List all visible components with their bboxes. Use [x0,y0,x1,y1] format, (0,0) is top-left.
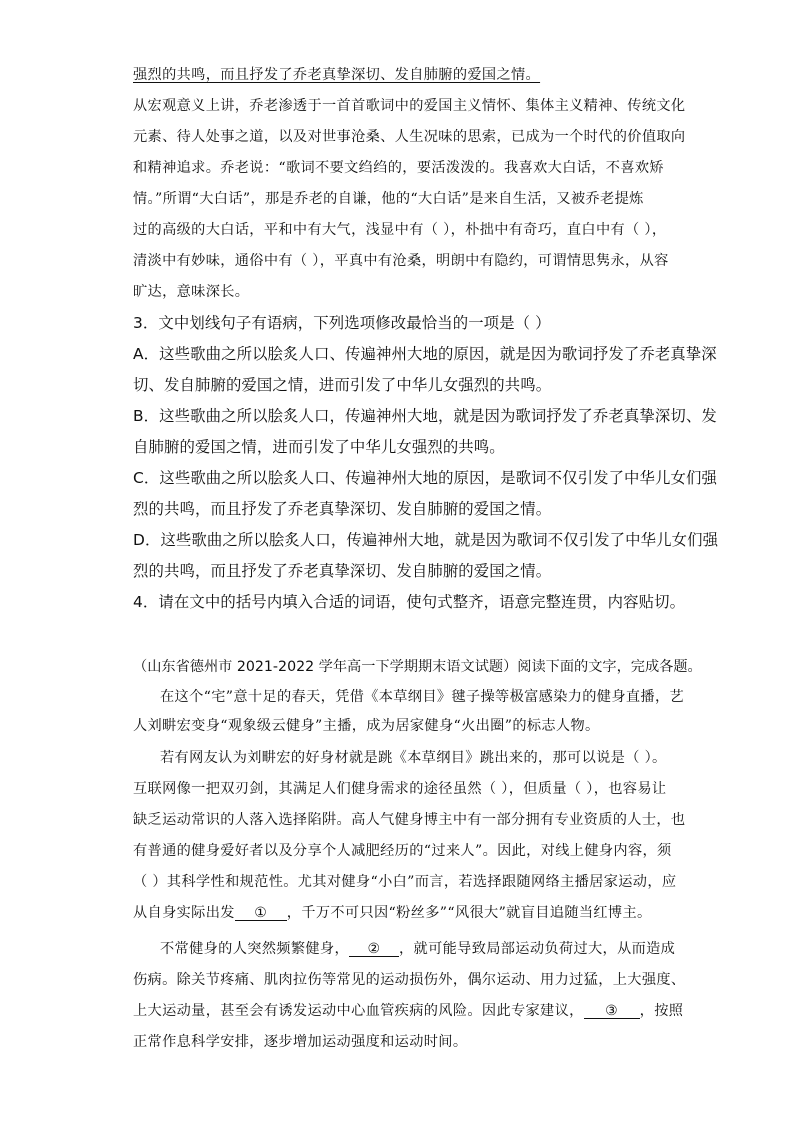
paragraph-1: 在这个“宅”意十足的春天，凭借《本草纲目》毽子操等极富感染力的健身直播，艺 [160,689,685,705]
text-before-blank-2: 不常健身的人突然频繁健身， [160,941,349,957]
underlined-sentence: 强烈的共鸣，而且抒发了乔老真挚深切、发自肺腑的爱国之情。 [133,67,541,83]
option-c-cont: 烈的共鸣，而且抒发了乔老真挚深切、发自肺腑的爱国之情。 [133,500,552,518]
passage-line: 清淡中有妙味，通俗中有（ ），平真中有沧桑，明朗中有隐约，可谓情思隽永，从容 [133,253,669,269]
text-after-blank-3: ，按照 [639,1003,684,1019]
paragraph-3-blank-line [133,1004,683,1019]
text-after-blank-2: ，就可能导致局部运动负荷过大，从而造成 [399,941,676,957]
text-before-blank-1: 从自身实际出发 [133,905,235,921]
blank-3: ③ [584,1004,640,1019]
passage-line: 元素、待人处事之道，以及对世事沧桑、人生况味的思索，已成为一个时代的价值取向 [133,129,686,145]
passage-line: 情。”所谓“大白话”，那是乔老的自谦，他的“大白话”是来自生活，又被乔老提炼 [133,191,644,207]
blank-1: ① [235,906,287,921]
question-3-stem: 3．文中划线句子有语病，下列选项修改最恰当的一项是（ ） [133,314,551,332]
option-d-cont: 烈的共鸣，而且抒发了乔老真挚深切、发自肺腑的爱国之情。 [133,562,552,580]
passage-line: 和精神追求。乔老说：“歌词不要文绉绉的，要活泼泼的。我喜欢大白话，不喜欢矫 [133,160,664,176]
option-b: B．这些歌曲之所以脍炙人口，传遍神州大地，就是因为歌词抒发了乔老真挚深切、发 [133,407,717,425]
blank-2: ② [349,942,399,957]
passage-line: 从宏观意义上讲，乔老渗透于一首首歌词中的爱国主义情怀、集体主义精神、传统文化 [133,98,686,114]
passage-line: 旷达，意味深长。 [133,284,250,300]
source-line: （山东省德州市 2021-2022 学年高一下学期期末语文试题）阅读下面的文字，完成各题。 [133,659,702,675]
paragraph-2-cont: 缺乏运动常识的人落入选择陷阱。高人气健身博主中有一部分拥有专业资质的人士，也 [133,812,686,828]
paragraph-3-cont: 伤病。除关节疼痛、肌肉拉伤等常见的运动损伤外，偶尔运动、用力过猛，上大强度、 [133,972,686,988]
option-b-cont: 自肺腑的爱国之情，进而引发了中华儿女强烈的共鸣。 [133,438,505,456]
paragraph-2-cont: （ ）其科学性和规范性。尤其对健身“小白”而言，若选择跟随网络主播居家运动，应 [133,874,677,890]
option-d: D．这些歌曲之所以脍炙人口，传遍神州大地，就是因为歌词不仅引发了中华儿女们强 [133,531,719,549]
paragraph-3-blank-line [160,942,675,957]
paragraph-2-cont: 有普通的健身爱好者以及分享个人减肥经历的“过来人”。因此，对线上健身内容，须 [133,843,672,859]
option-a-cont: 切、发自肺腑的爱国之情，进而引发了中华儿女强烈的共鸣。 [133,376,552,394]
option-a: A．这些歌曲之所以脍炙人口、传遍神州大地的原因，就是因为歌词抒发了乔老真挚深 [133,345,717,363]
paragraph-2-blank-line [133,906,652,921]
paragraph-2: 若有网友认为刘畊宏的好身材就是跳《本草纲目》跳出来的，那可以说是（ ）。 [160,750,667,766]
paragraph-3-cont: 正常作息科学安排，逐步增加运动强度和运动时间。 [133,1034,468,1050]
option-c: C．这些歌曲之所以脍炙人口、传遍神州大地的原因，是歌词不仅引发了中华儿女们强 [133,469,717,487]
text-after-blank-1: ，千万不可只因“粉丝多”“风很大”就盲目追随当红博主。 [286,905,652,921]
text-before-blank-3: 上大运动量，甚至会有诱发运动中心血管疾病的风险。因此专家建议， [133,1003,584,1019]
passage-line: 过的高级的大白话，平和中有大气，浅显中有（ ），朴拙中有奇巧，直白中有（ ）， [133,222,667,238]
paragraph-2-cont: 互联网像一把双刃剑，其满足人们健身需求的途径虽然（ ），但质量（ ），也容易让 [133,781,667,797]
paragraph-1-cont: 人刘畊宏变身“观象级云健身”主播，成为居家健身“火出圈”的标志人物。 [133,718,600,734]
question-4-stem: 4．请在文中的括号内填入合适的词语，使句式整齐，语意完整连贯，内容贴切。 [133,593,686,611]
